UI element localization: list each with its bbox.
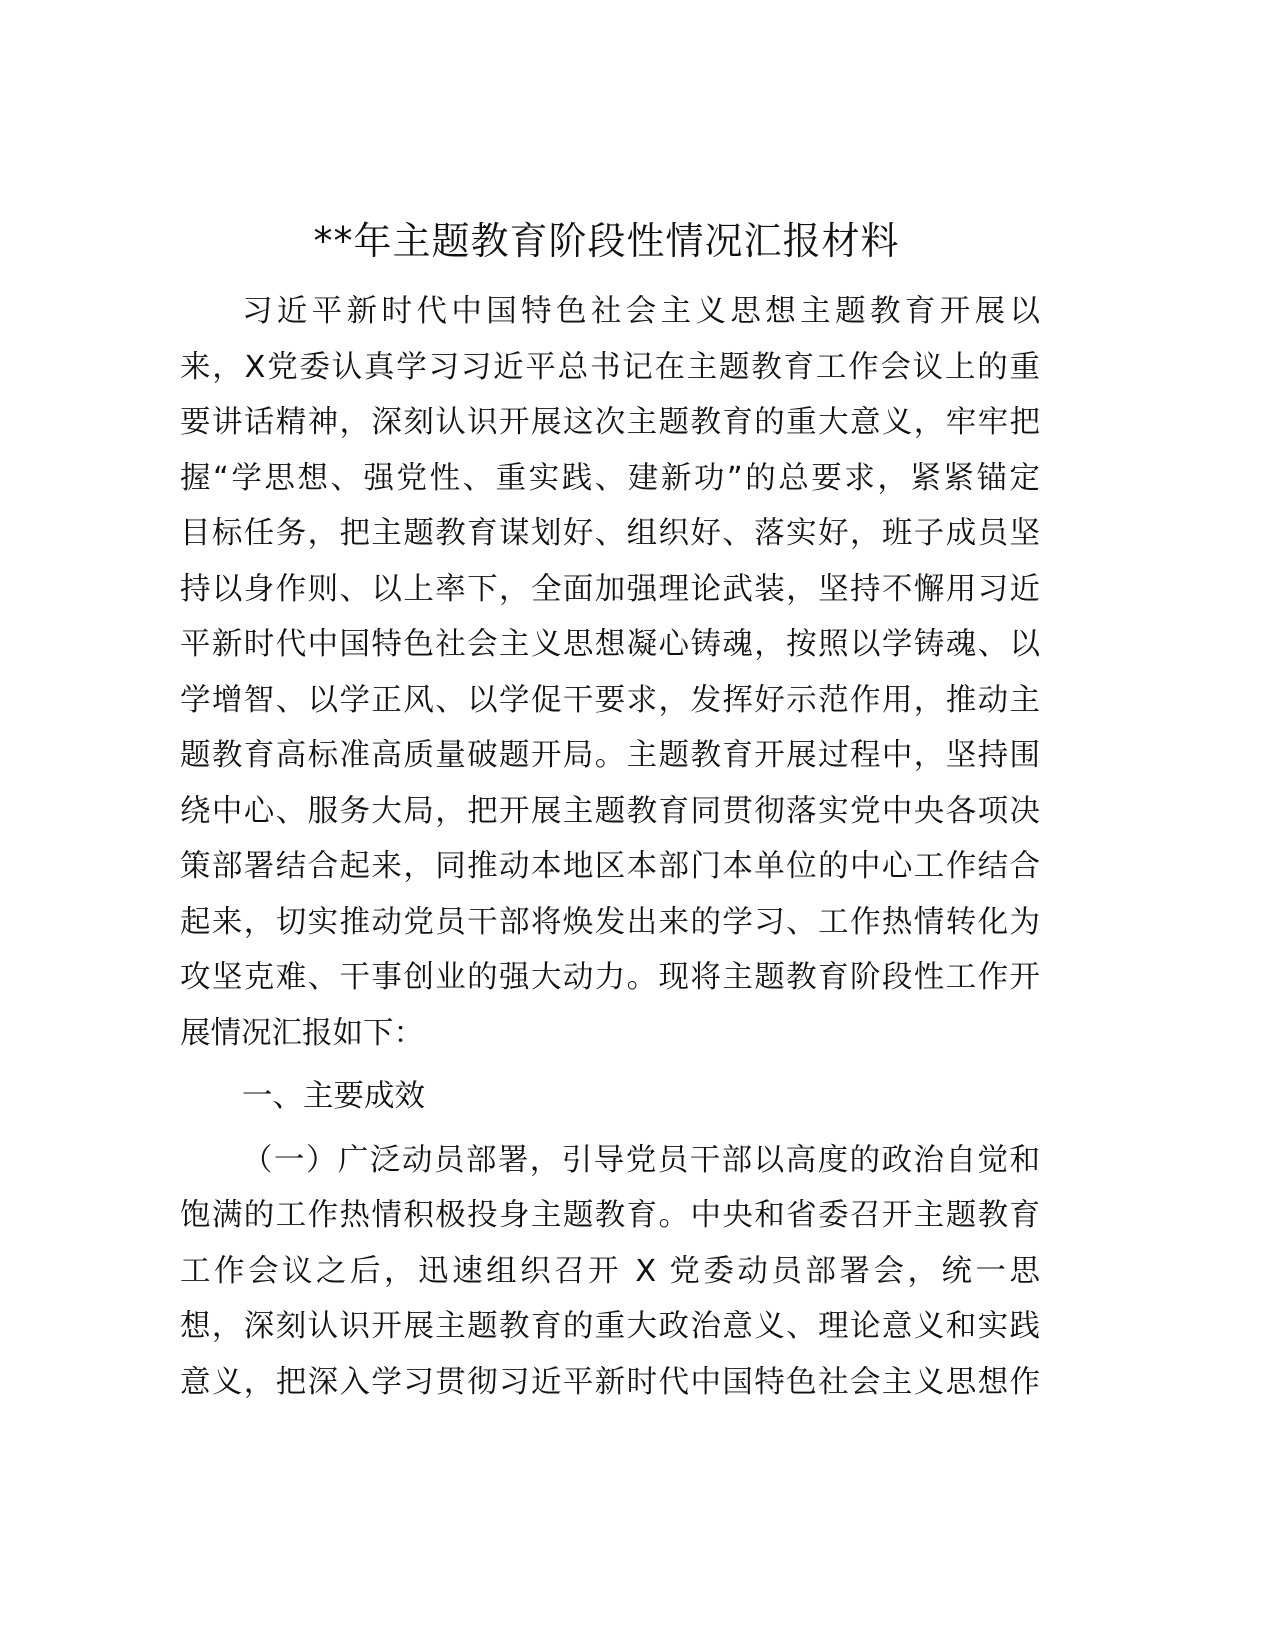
paragraph-line: 目标任务，把主题教育谋划好、组织好、落实好，班子成员坚 (180, 516, 1040, 551)
paragraph-line: 要讲话精神，深刻认识开展这次主题教育的重大意义，牢牢把 (180, 405, 1040, 440)
paragraph-line: 工作会议之后，迅速组织召开 X 党委动员部署会，统一思 (180, 1253, 1040, 1289)
intro-paragraph (180, 284, 1040, 1061)
paragraph-line: 习近平新时代中国特色社会主义思想主题教育开展以 (242, 294, 1040, 329)
paragraph-line: 策部署结合起来，同推动本地区本部门本单位的中心工作结合 (180, 849, 1040, 884)
paragraph-line: 意义，把深入学习贯彻习近平新时代中国特色社会主义思想作 (180, 1364, 1040, 1400)
document-title: **年主题教育阶段性情况汇报材料 (313, 219, 900, 263)
paragraph-line: 想，深刻认识开展主题教育的重大政治意义、理论意义和实践 (180, 1309, 1040, 1344)
paragraph-line: 起来，切实推动党员干部将焕发出来的学习、工作热情转化为 (180, 904, 1040, 940)
paragraph-line: 来，X党委认真学习习近平总书记在主题教育工作会议上的重 (180, 349, 1040, 385)
paragraph-line: 平新时代中国特色社会主义思想凝心铸魂，按照以学铸魂、以 (180, 627, 1040, 662)
paragraph-line: 学增智、以学正风、以学促干要求，发挥好示范作用，推动主 (180, 682, 1040, 718)
paragraph-line: 展情况汇报如下： (180, 1015, 424, 1051)
paragraph-line: 持以身作则、以上率下，全面加强理论武装，坚持不懈用习近 (180, 571, 1040, 607)
document-body (180, 284, 1040, 1410)
section-heading: 一、主要成效 (242, 1079, 425, 1114)
paragraph-line: 题教育高标准高质量破题开局。主题教育开展过程中，坚持围 (180, 738, 1040, 773)
subsection-paragraph (180, 1133, 1040, 1411)
paragraph-line: 攻坚克难、干事创业的强大动力。现将主题教育阶段性工作开 (180, 960, 1040, 995)
paragraph-line: 饱满的工作热情积极投身主题教育。中央和省委召开主题教育 (180, 1198, 1040, 1233)
paragraph-line: 绕中心、服务大局，把开展主题教育同贯彻落实党中央各项决 (180, 793, 1040, 829)
paragraph-line: （一）广泛动员部署，引导党员干部以高度的政治自觉和 (242, 1142, 1040, 1178)
paragraph-line: 握“学思想、强党性、重实践、建新功”的总要求，紧紧锚定 (180, 460, 1040, 496)
